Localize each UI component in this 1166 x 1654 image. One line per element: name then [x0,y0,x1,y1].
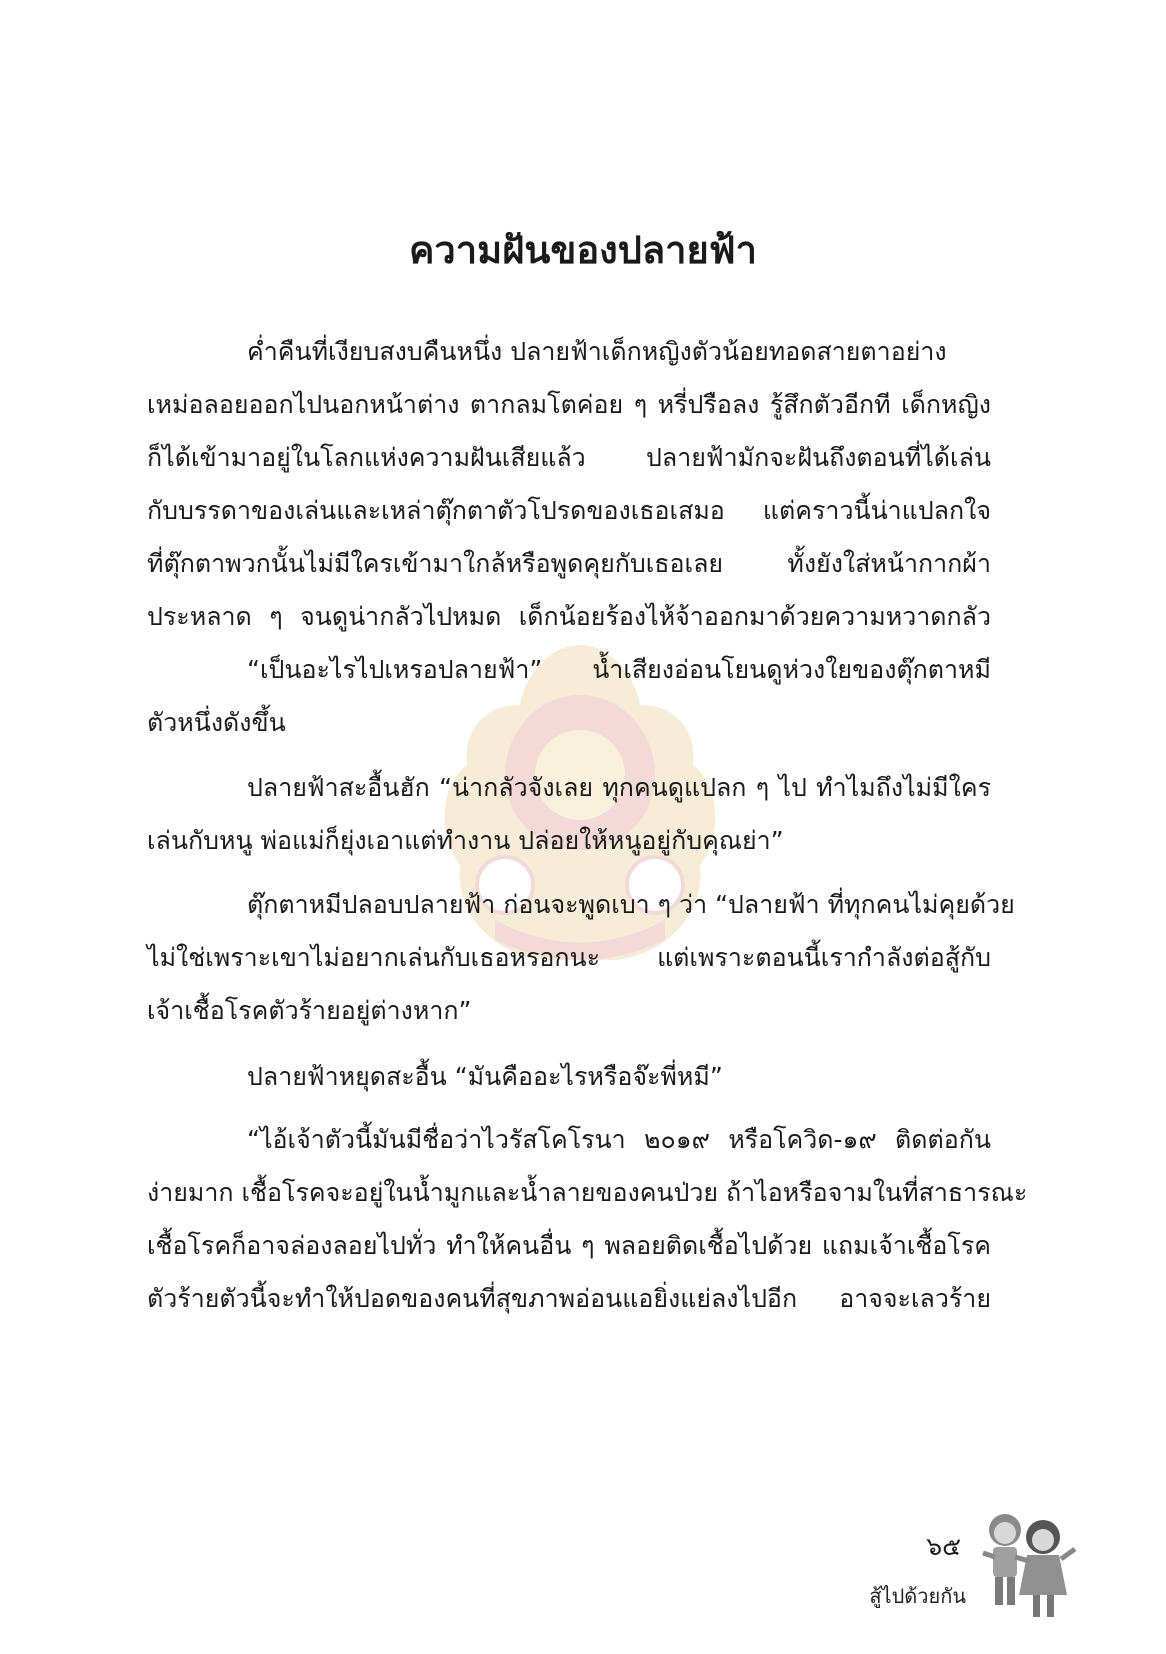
text-line-9: ปลายฟ้าสะอื้นฮัก “น่ากลัวจังเลย ทุกคนดูแปลก ๆ ไป ทำไมถึงไม่มีใคร [247,773,991,802]
text-line-7: “เป็นอะไรไปเหรอปลายฟ้า” น้ำเสียงอ่อนโยนดูห่วงใยของตุ๊กตาหมี [247,655,991,684]
text-line-6: ประหลาด ๆ จนดูน่ากลัวไปหมด เด็กน้อยร้องไห้จ้าออกมาด้วยความหวาดกลัว [147,602,991,631]
text-line-2: เหม่อลอยออกไปนอกหน้าต่าง ตากลมโตค่อย ๆ หรี่ปรือลง รู้สึกตัวอีกที เด็กหญิง [147,390,991,419]
text-line-13: เจ้าเชื้อโรคตัวร้ายอยู่ต่างหาก” [147,996,472,1025]
text-line-11: ตุ๊กตาหมีปลอบปลายฟ้า ก่อนจะพูดเบา ๆ ว่า “ปลายฟ้า ที่ทุกคนไม่คุยด้วย [247,890,1015,919]
children-illustration-icon [975,1505,1080,1625]
text-line-12: ไม่ใช่เพราะเขาไม่อยากเล่นกับเธอหรอกนะ แต่เพราะตอนนี้เรากำลังต่อสู้กับ [147,943,991,972]
footer-label: สู้ไปด้วยกัน [869,1584,966,1608]
page-title: ความฝันของปลายฟ้า [409,228,757,272]
text-line-15: “ไอ้เจ้าตัวนี้มันมีชื่อว่าไวรัสโคโรนา ๒๐๑๙ หรือโควิด-๑๙ ติดต่อกัน [247,1125,991,1154]
text-line-16: ง่ายมาก เชื้อโรคจะอยู่ในน้ำมูกและน้ำลายของคนป่วย ถ้าไอหรือจามในที่สาธารณะ [147,1178,1028,1207]
text-line-8: ตัวหนึ่งดังขึ้น [147,708,286,737]
page-number: ๖๕ [926,1532,961,1561]
text-line-5: ที่ตุ๊กตาพวกนั้นไม่มีใครเข้ามาใกล้หรือพูดคุยกับเธอเลย ทั้งยังใส่หน้ากากผ้า [147,549,991,578]
text-line-4: กับบรรดาของเล่นและเหล่าตุ๊กตาตัวโปรดของเธอเสมอ แต่คราวนี้น่าแปลกใจ [147,496,991,525]
text-line-10: เล่นกับหนู พ่อแม่ก็ยุ่งเอาแต่ทำงาน ปล่อยให้หนูอยู่กับคุณย่า” [147,826,784,855]
text-line-1: ค่ำคืนที่เงียบสงบคืนหนึ่ง ปลายฟ้าเด็กหญิงตัวน้อยทอดสายตาอย่าง [247,337,947,366]
text-line-3: ก็ได้เข้ามาอยู่ในโลกแห่งความฝันเสียแล้ว ปลายฟ้ามักจะฝันถึงตอนที่ได้เล่น [147,443,991,472]
text-line-18: ตัวร้ายตัวนี้จะทำให้ปอดของคนที่สุขภาพอ่อนแอยิ่งแย่ลงไปอีก อาจจะเลวร้าย [147,1284,991,1313]
text-line-17: เชื้อโรคก็อาจล่องลอยไปทั่ว ทำให้คนอื่น ๆ พลอยติดเชื้อไปด้วย แถมเจ้าเชื้อโรค [147,1231,991,1260]
text-line-14: ปลายฟ้าหยุดสะอื้น “มันคืออะไรหรือจ๊ะพี่หมี” [247,1062,723,1091]
